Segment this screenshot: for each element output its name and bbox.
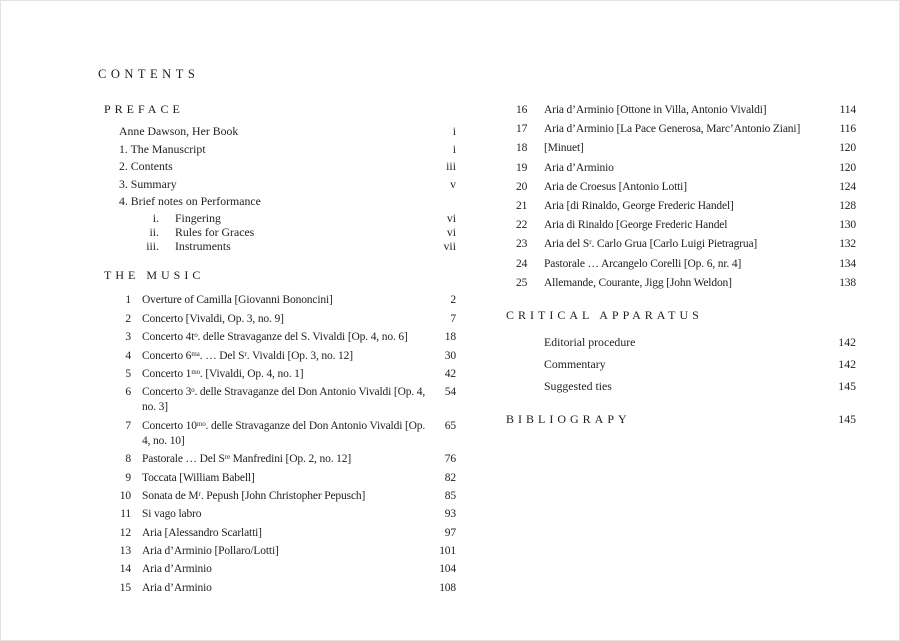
music-heading: THE MUSIC [104,268,205,283]
entry-number: 21 [516,199,528,212]
entry-page: vii [443,239,456,254]
entry-number: 17 [516,123,528,136]
toc-entry [506,276,856,291]
toc-entry [98,419,456,449]
entry-page: 124 [839,180,856,193]
entry-page: 18 [444,331,456,344]
entry-title: Suggested ties [544,378,612,393]
entry-page: 120 [839,142,856,155]
entry-title: Aria de Croesus [Antonio Lotti] [544,180,687,193]
entry-title: Anne Dawson, Her Book [119,124,239,138]
entry-title: 3. Summary [119,176,177,191]
entry-title: Aria [Alessandro Scarlatti] [142,526,262,539]
entry-number: iii. [146,239,159,254]
entry-page: 97 [444,526,456,539]
entry-number: 3 [125,331,131,344]
toc-subentry [98,239,456,253]
entry-page: i [452,124,456,138]
entry-page: 145 [838,378,856,393]
entry-page: vi [446,224,456,239]
entry-title: Concerto [Vivaldi, Op. 3, no. 9] [142,312,284,325]
toc-entry [506,180,856,195]
entry-title: Aria di Rinaldo [George Frederic Handel [544,219,728,232]
toc-entry [98,293,456,308]
toc-entry [506,331,856,353]
entry-page: 128 [839,199,856,212]
critical-apparatus-heading: CRITICAL APPARATUS [506,307,703,322]
toc-entry [506,375,856,397]
entry-title: Pastorale … Arcangelo Corelli [Op. 6, nr. 4] [544,257,742,270]
toc-entry [506,199,856,214]
entry-page: 42 [444,367,456,380]
entry-number: 5 [125,367,131,380]
entry-title: Aria d’Arminio [La Pace Generosa, Marc’Antonio Ziani] [544,123,801,136]
toc-entry [506,103,856,118]
entry-number: 8 [125,453,131,466]
entry-page: v [450,176,456,191]
entry-title: Editorial procedure [544,334,636,349]
toc-entry [98,489,456,504]
toc-entry [98,452,456,467]
toc-entry [98,158,456,176]
entry-page: 2 [450,294,456,307]
entry-page: 130 [839,219,856,232]
entry-title: Concerto 1ᵐᵒ. [Vivaldi, Op. 4, no. 1] [142,367,304,380]
entry-page: 76 [444,453,456,466]
entry-title: Instruments [175,239,231,254]
entry-page: 132 [839,238,856,251]
bibliography-section [506,412,856,427]
entry-title: Allemande, Courante, Jigg [John Weldon] [544,276,732,289]
entry-title: Fingering [175,210,221,225]
toc-entry [506,218,856,233]
left-column [98,67,456,599]
entry-number: 11 [120,508,131,521]
entry-title: Commentary [544,356,606,371]
entry-number: 19 [516,161,528,174]
entry-number: 4 [125,349,131,362]
entry-number: 23 [516,238,528,251]
toc-entry [506,141,856,156]
toc-entry [98,349,456,364]
entry-page: i [452,141,456,156]
toc-entry [98,312,456,327]
toc-subentry [98,211,456,225]
entry-page: 145 [838,411,856,426]
entry-number: 1 [125,294,131,307]
entry-number: 18 [516,142,528,155]
bibliography-heading: BIBLIOGRAPY [506,411,631,426]
entry-page: 138 [839,276,856,289]
entry-page: 101 [439,545,456,558]
entry-page: 108 [439,581,456,594]
entry-number: 13 [119,545,131,558]
entry-page: 85 [444,489,456,502]
toc-entry [506,353,856,375]
toc-entry [98,176,456,194]
entry-title: Aria d’Arminio [142,563,212,576]
entry-title: Concerto 4tᵒ. delle Stravaganze del S. Vivaldi [Op. 4, no. 6] [142,331,408,344]
entry-number: 10 [119,489,131,502]
toc-subentry [98,225,456,239]
entry-page: 120 [839,161,856,174]
music-list-right [506,103,856,291]
entry-number: 16 [516,104,528,116]
entry-page: 116 [839,123,856,136]
preface-heading: PREFACE [104,102,184,116]
entry-title: Aria d’Arminio [142,581,212,594]
entry-page: 134 [839,257,856,270]
toc-entry [98,385,456,415]
entry-title: 1. The Manuscript [119,141,206,156]
preface-list [98,123,456,253]
toc-entry [98,193,456,211]
music-list-left [98,293,456,595]
toc-entry [98,141,456,159]
toc-entry [98,330,456,345]
toc-entry [506,237,856,252]
entry-title: Aria [di Rinaldo, George Frederic Handel] [544,199,734,212]
entry-number: 7 [125,419,131,432]
entry-page: 104 [439,563,456,576]
toc-entry [98,544,456,559]
entry-page: 30 [444,349,456,362]
entry-title: Concerto 10ᵐᵒ. delle Stravaganze del Don Antonio Vivaldi [Op. 4, no. 10] [142,419,426,447]
entry-page: vi [446,210,456,225]
toc-entry [506,161,856,176]
entry-title: Sonata de Mʳ. Pepush [John Christopher Pepusch] [142,489,366,502]
entry-title: [Minuet] [544,142,584,155]
entry-page: 142 [838,356,856,371]
entry-title: Pastorale … Del Sʳᵉ Manfredini [Op. 2, no. 12] [142,453,352,466]
entry-title: Aria del Sʳ. Carlo Grua [Carlo Luigi Pietragrua] [544,238,758,251]
entry-page: iii [446,159,456,173]
entry-number: ii. [149,224,159,239]
entry-number: i. [152,210,159,225]
entry-title: Si vago labro [142,508,202,521]
toc-entry [98,581,456,596]
entry-title: 2. Contents [119,159,173,173]
entry-page: 82 [444,471,456,484]
entry-number: 9 [125,471,131,484]
entry-page: 7 [450,312,456,325]
entry-title: Toccata [William Babell] [142,471,255,484]
entry-page: 93 [444,508,456,521]
entry-page: 54 [444,386,456,399]
entry-title: Rules for Graces [175,224,255,239]
entry-number: 15 [119,581,131,594]
entry-number: 2 [125,312,131,325]
toc-entry [506,122,856,137]
entry-number: 22 [516,219,528,232]
toc-entry [98,367,456,382]
entry-page: 142 [838,334,856,349]
critical-apparatus-section [506,308,856,397]
entry-page: 65 [444,419,456,432]
entry-number: 25 [516,276,528,289]
entry-number: 12 [119,526,131,539]
toc-entry [98,123,456,141]
entry-title: Aria d’Arminio [Pollaro/Lotti] [142,545,279,558]
entry-title: Concerto 3ᵒ. delle Stravaganze del Don Antonio Vivaldi [Op. 4, no. 3] [142,386,426,414]
toc-entry [98,507,456,522]
entry-number: 24 [516,257,528,270]
right-column [506,103,856,427]
entry-title: Overture of Camilla [Giovanni Bononcini] [142,294,333,307]
toc-entry [98,471,456,486]
entry-number: 14 [119,563,131,576]
entry-title: Concerto 6ᵐᵃ. … Del Sʳ. Vivaldi [Op. 3, no. 12] [142,349,353,362]
entry-number: 20 [516,180,528,193]
page-title: CONTENTS [98,67,200,81]
toc-entry [98,562,456,577]
entry-title: Aria d’Arminio [Ottone in Villa, Antonio Vivaldi] [544,104,767,116]
toc-entry [506,257,856,272]
entry-title: Aria d’Arminio [544,161,614,174]
toc-entry [98,526,456,541]
entry-title: 4. Brief notes on Performance [119,194,261,208]
entry-page: 114 [839,104,856,116]
entry-number: 6 [125,386,131,399]
